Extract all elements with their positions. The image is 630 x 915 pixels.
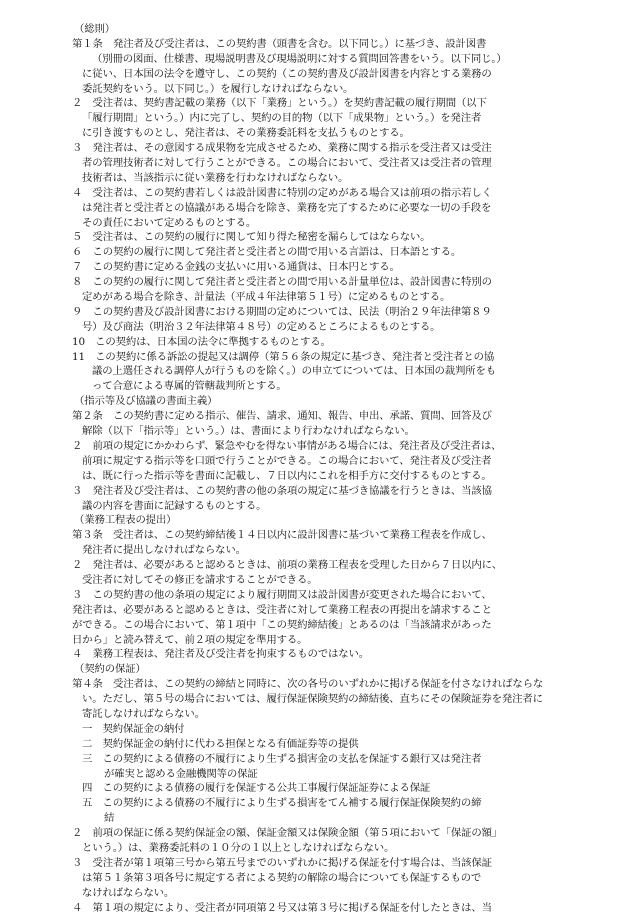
text-line: ２ 受注者は、契約書記載の業務（以下「業務」という。）を契約書記載の履行期間（以下 (72, 97, 487, 110)
text-line: ７ この契約書に定める金銭の支払いに用いる通貨は、日本円とする。 (72, 261, 400, 274)
text-line: その責任において定めるものとする。 (82, 216, 257, 229)
text-line: 定めがある場合を除き、計量法（平成４年法律第５１号）に定めるものとする。 (82, 291, 451, 304)
text-line: という。）は、業務委託料の１０分の１以上としなければならない。 (82, 841, 395, 854)
text-line: 二 契約保証金の納付に代わる担保となる有価証券等の提供 (82, 737, 359, 750)
section-heading: （契約の保証） (74, 663, 146, 676)
text-line: 10 この契約は、日本国の法令に準拠するものとする。 (72, 335, 331, 348)
text-line: は第５１条第３項各号に規定する者による契約の解除の場合についても保証するもので (82, 871, 482, 884)
text-line: 四 この契約による債務の履行を保証する公共工事履行保証証券による保証 (82, 782, 431, 795)
text-line: 委託契約をいう。以下同じ。）を履行しなければならない。 (82, 82, 354, 95)
text-line: ２ 前項の規定にかかわらず、緊急やむを得ない事情がある場合には、発注者及び受注者は、 (72, 439, 502, 452)
text-line: ４ 受注者は、この契約書若しくは設計図書に特別の定めがある場合又は前項の指示若しく (72, 186, 492, 199)
text-line: ６ この契約の履行に関して発注者と受注者との間で用いる言語は、日本語とする。 (72, 246, 462, 259)
text-line: 議の内容を書面に記録するものとする。 (82, 499, 267, 512)
text-line: 寄託しなければならない。 (82, 707, 205, 720)
text-line: なければならない。 (82, 886, 175, 899)
text-line: は発注者と受注者との協議がある場合を除き、業務を完了するために必要な一切の手段を (82, 201, 492, 214)
text-line: 三 この契約による債務の不履行により生ずる損害金の支払を保証する銀行又は発注者 (82, 752, 482, 765)
text-line: 五 この契約による債務の不履行により生ずる損害をてん補する履行保証保険契約の締 (82, 797, 482, 810)
text-line: ８ この契約の履行に関して発注者と受注者との間で用いる計量単位は、設計図書に特別の (72, 276, 492, 289)
section-heading: （総則） (74, 23, 115, 35)
text-line: ３ この契約書の他の条項の規定により履行期間又は設計図書が変更された場合において、 (72, 588, 492, 601)
text-line: （別冊の図面、仕様書、現場説明書及び現場説明に対する質問回答書をいう。以下同じ。） (92, 52, 507, 65)
text-line: に引き渡すものとし、発注者は、その業務委託料を支払うものとする。 (82, 127, 410, 140)
text-line: ３ 発注者及び受注者は、この契約書の他の条項の規定に基づき協議を行うときは、当該協 (72, 484, 492, 497)
text-line: ができる。この場合において、第１項中「この契約締結後」とあるのは「当該請求があった (72, 618, 492, 631)
text-line: い。ただし、第５号の場合においては、履行保証保険契約の締結後、直ちにその保険証券を発注者に (82, 693, 543, 706)
text-line: 第４条 受注者は、この契約の締結と同時に、次の各号のいずれかに掲げる保証を付さなければならな (72, 678, 544, 691)
text-line: 11 この契約に係る訴訟の提起又は調停（第５６条の規定に基づき、発注者と受注者との協 (72, 350, 495, 363)
section-heading: （業務工程表の提出） (74, 514, 177, 527)
text-line: ４ 第１項の規定により、受注者が同項第２号又は第３号に掲げる保証を付したときは、当 (72, 901, 492, 914)
text-line: ４ 業務工程表は、発注者及び受注者を拘束するものではない。 (72, 648, 369, 661)
text-line: って合意による専属的管轄裁判所とする。 (92, 380, 287, 393)
text-line: ２ 発注者は、必要があると認めるときは、前項の業務工程表を受理した日から７日以内に、 (72, 559, 503, 572)
text-line: 一 契約保証金の納付 (82, 722, 185, 735)
text-line: 第１条 発注者及び受注者は、この契約書（頭書を含む。以下同じ。）に基づき、設計図書 (72, 37, 487, 50)
text-line: 解除（以下「指示等」という。）は、書面により行わなければならない。 (82, 425, 415, 438)
text-line: 「履行期間」という。）内に完了し、契約の目的物（以下「成果物」という。）を発注者 (82, 112, 482, 125)
text-line: 前項に規定する指示等を口頭で行うことができる。この場合において、発注者及び受注者 (82, 454, 492, 467)
text-line: 発注者に提出しなければならない。 (82, 544, 246, 557)
text-line: ３ 受注者が第１項第三号から第五号までのいずれかに掲げる保証を付す場合は、当該保証 (72, 856, 492, 869)
text-line: ９ この契約書及び設計図書における期間の定めについては、民法（明治２９年法律第８９ (72, 305, 492, 318)
text-line: は、既に行った指示等を書面に記載し、７日以内にこれを相手方に交付するものとする。 (82, 469, 492, 482)
text-line: 技術者は、当該指示に従い業務を行わなければならない。 (82, 171, 349, 184)
text-line: が確実と認める金融機関等の保証 (104, 767, 258, 780)
text-line: ２ 前項の保証に係る契約保証金の額、保証金額又は保険金額（第５項において「保証の額」 (72, 827, 503, 840)
text-line: 第２条 この契約書に定める指示、催告、請求、通知、報告、申出、承諾、質問、回答及び (72, 410, 492, 423)
text-line: ５ 受注者は、この契約の履行に関して知り得た秘密を漏らしてはならない。 (72, 231, 431, 244)
text-line: 議の上選任される調停人が行うものを除く。）の申立てについては、日本国の裁判所をも (92, 365, 497, 378)
text-line: 号）及び商法（明治３２年法律第４８号）の定めるところによるものとする。 (82, 320, 441, 333)
text-line: 第３条 受注者は、この契約締結後１４日以内に設計図書に基づいて業務工程表を作成し、 (72, 529, 492, 542)
text-line: ３ 発注者は、その意図する成果物を完成させるため、業務に関する指示を受注者又は受注 (72, 142, 492, 155)
text-line: 日から」と読み替えて、前２項の規定を準用する。 (72, 633, 308, 646)
text-line: 結 (104, 812, 115, 825)
section-heading: （指示等及び協議の書面主義） (74, 395, 218, 408)
text-line: 発注者は、必要があると認めるときは、受注者に対して業務工程表の再提出を請求すること (72, 603, 492, 616)
text-line: に従い、日本国の法令を遵守し、この契約（この契約書及び設計図書を内容とする業務の (82, 67, 492, 80)
text-line: 者の管理技術者に対して行うことができる。この場合において、受注者又は受注者の管理 (82, 157, 492, 170)
text-line: 受注者に対してその修正を請求することができる。 (82, 573, 318, 586)
